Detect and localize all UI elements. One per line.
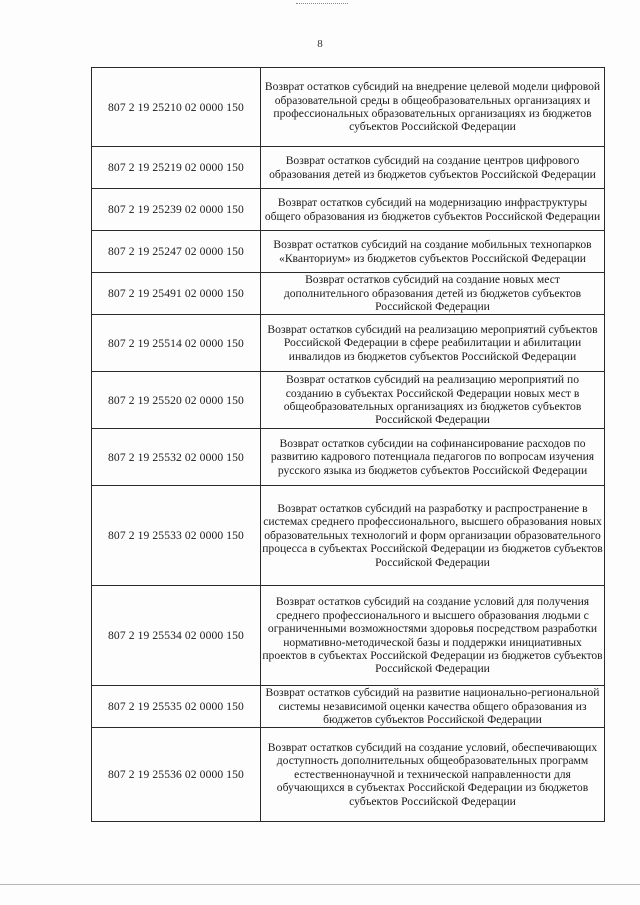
table-body (92, 68, 605, 822)
budget-code-cell: 807 2 19 25520 02 0000 150 (92, 372, 261, 429)
budget-code-cell: 807 2 19 25514 02 0000 150 (92, 315, 261, 372)
description-cell: Возврат остатков субсидий на реализацию мероприятий субъектов Российской Федерации в сфере реабилитации и абилитации инвалидов из бюджетов субъектов Российской Федерации (261, 315, 605, 372)
budget-code-cell: 807 2 19 25534 02 0000 150 (92, 586, 261, 686)
budget-code-cell: 807 2 19 25532 02 0000 150 (92, 429, 261, 486)
description-cell: Возврат остатков субсидий на реализацию мероприятий по созданию в субъектах Российской Федерации новых мест в общеобразовательных организациях из бюджетов субъектов Российской Федерации (261, 372, 605, 429)
description-cell: Возврат остатков субсидий на внедрение целевой модели цифровой образовательной среды в общеобразовательных организациях и профессиональных образовательных организациях из бюджетов субъектов Российской Федерации (261, 68, 605, 147)
description-cell: Возврат остатков субсидий на создание центров цифрового образования детей из бюджетов субъектов Российской Федерации (261, 147, 605, 189)
budget-code-cell: 807 2 19 25239 02 0000 150 (92, 189, 261, 231)
description-cell: Возврат остатков субсидий на развитие национально-региональной системы независимой оценки качества общего образования из бюджетов субъектов Российской Федерации (261, 686, 605, 728)
budget-code-cell: 807 2 19 25219 02 0000 150 (92, 147, 261, 189)
table-row (92, 273, 605, 315)
table-row (92, 728, 605, 822)
page-number: 8 (317, 38, 323, 50)
budget-code-table (91, 67, 605, 822)
table-row (92, 231, 605, 273)
table-row (92, 586, 605, 686)
table-row (92, 68, 605, 147)
table-row (92, 686, 605, 728)
budget-code-cell: 807 2 19 25491 02 0000 150 (92, 273, 261, 315)
table-row (92, 429, 605, 486)
budget-code-cell: 807 2 19 25536 02 0000 150 (92, 728, 261, 822)
table-row (92, 372, 605, 429)
page-bottom-line (0, 884, 640, 885)
description-cell: Возврат остатков субсидий на создание условий для получения среднего профессионального и высшего образования людьми с ограниченными возможностями здоровья посредством разработки нормативно-методической базы и поддержки инициативных проектов в субъектах Российской Федерации из бюджетов субъектов Российской Федерации (261, 586, 605, 686)
budget-code-cell: 807 2 19 25535 02 0000 150 (92, 686, 261, 728)
table-row (92, 315, 605, 372)
description-cell: Возврат остатков субсидии на софинансирование расходов по развитию кадрового потенциала педагогов по вопросам изучения русского языка из бюджетов субъектов Российской Федерации (261, 429, 605, 486)
description-cell: Возврат остатков субсидий на разработку и распространение в системах среднего профессионального, высшего образования новых образовательных технологий и форм организации образовательного процесса в субъектах Российской Федерации из бюджетов субъектов Российской Федерации (261, 486, 605, 586)
description-cell: Возврат остатков субсидий на модернизацию инфраструктуры общего образования из бюджетов субъектов Российской Федерации (261, 189, 605, 231)
budget-code-cell: 807 2 19 25533 02 0000 150 (92, 486, 261, 586)
description-cell: Возврат остатков субсидий на создание новых мест дополнительного образования детей из бюджетов субъектов Российской Федерации (261, 273, 605, 315)
description-cell: Возврат остатков субсидий на создание мобильных технопарков «Кванториум» из бюджетов субъектов Российской Федерации (261, 231, 605, 273)
table-row (92, 189, 605, 231)
budget-code-cell: 807 2 19 25247 02 0000 150 (92, 231, 261, 273)
scan-artifact-mark (296, 0, 348, 4)
table-row (92, 486, 605, 586)
table-row (92, 147, 605, 189)
description-cell: Возврат остатков субсидий на создание условий, обеспечивающих доступность дополнительных общеобразовательных программ естественнонаучной и технической направленности для обучающихся в субъектах Российской Федерации из бюджетов субъектов Российской Федерации (261, 728, 605, 822)
budget-code-cell: 807 2 19 25210 02 0000 150 (92, 68, 261, 147)
